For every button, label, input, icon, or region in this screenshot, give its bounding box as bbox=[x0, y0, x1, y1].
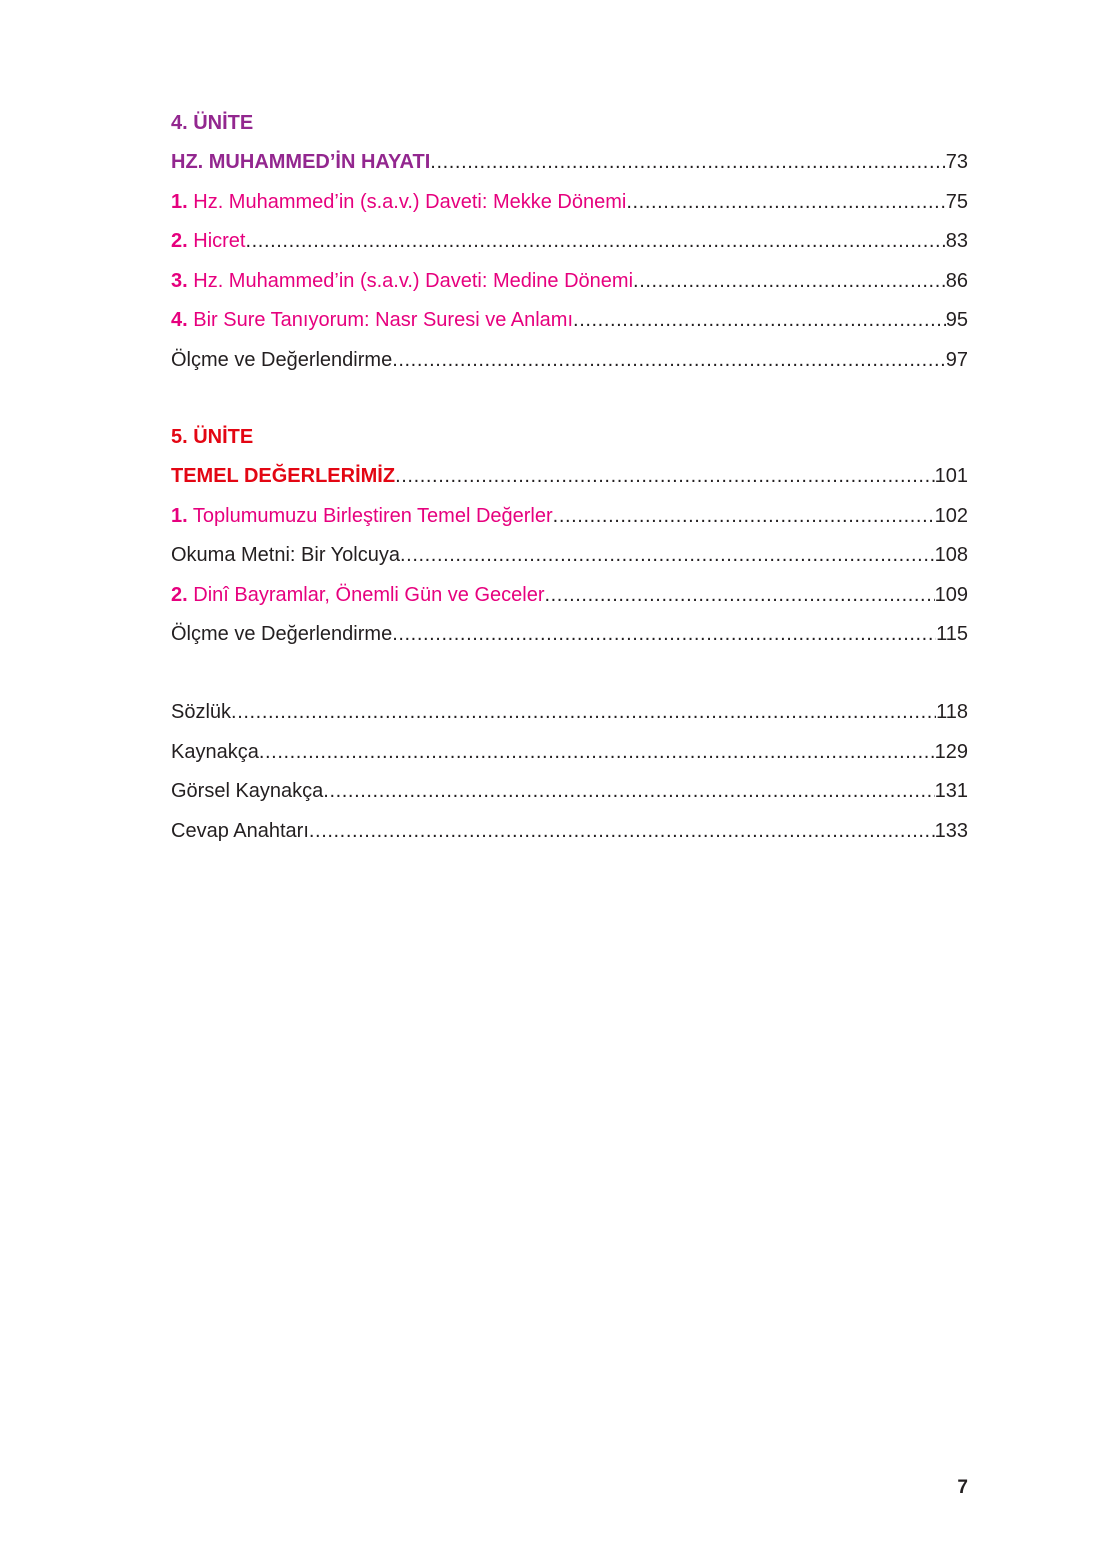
entry-number: 2. bbox=[171, 230, 188, 252]
dot-leader bbox=[259, 739, 935, 765]
entry-page-number: 75 bbox=[945, 190, 968, 213]
entry-title: Hz. Muhammed’in (s.a.v.) Daveti: Medine Dönemi bbox=[187, 269, 634, 292]
entry-title: Hz. Muhammed’in (s.a.v.) Daveti: Mekke Dönemi bbox=[187, 190, 627, 213]
entry-number: 1. bbox=[171, 190, 188, 213]
entry-title-wrap bbox=[171, 228, 245, 254]
toc-entry[interactable] bbox=[171, 228, 968, 254]
entry-title-wrap bbox=[171, 582, 544, 608]
entry-title: Cevap Anahtarı bbox=[171, 819, 309, 842]
entry-title: Ölçme ve Değerlendirme bbox=[171, 623, 393, 645]
dot-leader bbox=[392, 621, 936, 647]
dot-leader bbox=[323, 778, 934, 804]
unit-4-label: 4. ÜNİTE bbox=[171, 112, 254, 134]
entry-number: 1. bbox=[171, 504, 188, 527]
entry-title: HZ. MUHAMMED’İN HAYATI bbox=[171, 151, 431, 173]
entry-page-number: 101 bbox=[934, 465, 968, 487]
toc-entry[interactable] bbox=[171, 542, 968, 568]
unit-5-label: 5. ÜNİTE bbox=[171, 426, 254, 448]
entry-number: 2. bbox=[171, 583, 188, 606]
entry-title: TEMEL DEĞERLERİMİZ bbox=[171, 465, 396, 487]
entry-page-number: 83 bbox=[945, 230, 968, 252]
unit-5-section bbox=[171, 424, 968, 661]
toc-entry-bibliography[interactable] bbox=[171, 739, 968, 765]
entry-page-number: 131 bbox=[934, 780, 968, 802]
toc-entry[interactable] bbox=[171, 503, 968, 529]
dot-leader bbox=[395, 463, 935, 489]
toc-entry-unit-4-heading[interactable] bbox=[171, 149, 968, 175]
dot-leader bbox=[430, 149, 945, 175]
dot-leader bbox=[633, 268, 946, 294]
entry-title: Hicret bbox=[187, 230, 246, 252]
dot-leader bbox=[573, 307, 946, 333]
toc-entry[interactable] bbox=[171, 307, 968, 333]
toc-entry-unit-5-heading[interactable] bbox=[171, 463, 968, 489]
entry-title: Toplumumuzu Birleştiren Temel Değerler bbox=[187, 504, 553, 527]
toc-entry[interactable] bbox=[171, 268, 968, 294]
dot-leader bbox=[309, 818, 935, 844]
entry-title: Kaynakça bbox=[171, 740, 259, 763]
entry-number: 3. bbox=[171, 269, 188, 292]
toc-entry[interactable] bbox=[171, 582, 968, 608]
entry-title: Görsel Kaynakça bbox=[171, 780, 324, 802]
entry-title: Sözlük bbox=[171, 701, 232, 723]
entry-page-number: 133 bbox=[934, 819, 968, 842]
dot-leader bbox=[544, 582, 934, 608]
entry-page-number: 102 bbox=[934, 504, 968, 527]
dot-leader bbox=[231, 699, 936, 725]
entry-title-wrap bbox=[171, 268, 633, 294]
entry-page-number: 108 bbox=[934, 544, 968, 566]
entry-page-number: 129 bbox=[934, 740, 968, 763]
entry-title: Bir Sure Tanıyorum: Nasr Suresi ve Anlamı bbox=[187, 309, 574, 331]
toc-entry-glossary[interactable] bbox=[171, 699, 968, 725]
entry-title: Ölçme ve Değerlendirme bbox=[171, 348, 393, 371]
entry-page-number: 73 bbox=[945, 151, 968, 173]
entry-page-number: 97 bbox=[945, 348, 968, 371]
entry-title: Dinî Bayramlar, Önemli Gün ve Geceler bbox=[187, 583, 545, 606]
entry-title-wrap bbox=[171, 307, 573, 333]
toc-entry[interactable] bbox=[171, 621, 968, 647]
entry-number: 4. bbox=[171, 309, 188, 331]
entry-page-number: 86 bbox=[945, 269, 968, 292]
entry-page-number: 95 bbox=[945, 309, 968, 331]
page-number: 7 bbox=[957, 1477, 968, 1498]
unit-4-section bbox=[171, 110, 968, 386]
appendix-section bbox=[171, 699, 968, 857]
entry-title: Okuma Metni: Bir Yolcuya bbox=[171, 544, 400, 566]
entry-page-number: 109 bbox=[934, 583, 968, 606]
entry-title-wrap bbox=[171, 189, 626, 215]
dot-leader bbox=[553, 503, 935, 529]
toc-entry[interactable] bbox=[171, 347, 968, 373]
entry-page-number: 118 bbox=[936, 701, 968, 723]
toc-entry-visual-sources[interactable] bbox=[171, 778, 968, 804]
toc-entry-answer-key[interactable] bbox=[171, 818, 968, 844]
toc-entry[interactable] bbox=[171, 189, 968, 215]
dot-leader bbox=[392, 347, 946, 373]
entry-page-number: 115 bbox=[936, 623, 968, 645]
dot-leader bbox=[245, 228, 945, 254]
dot-leader bbox=[626, 189, 945, 215]
dot-leader bbox=[400, 542, 935, 568]
entry-title-wrap bbox=[171, 503, 553, 529]
